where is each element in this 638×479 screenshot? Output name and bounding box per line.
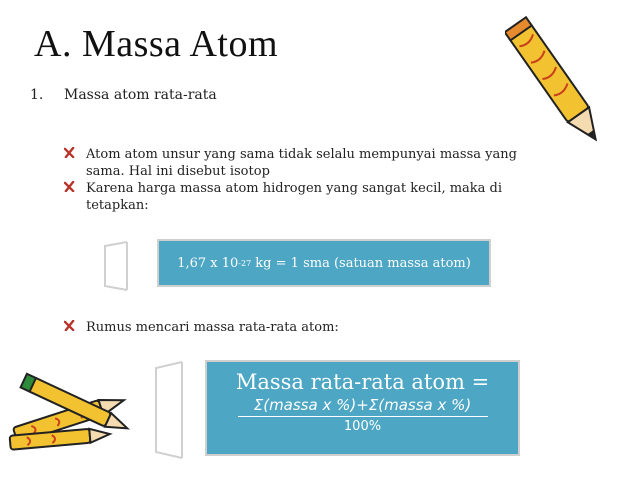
bracket-icon [146, 358, 190, 462]
pencil-icon [505, 10, 615, 160]
definition-text: 1,67 x 10 [177, 255, 239, 271]
bracket-icon [97, 238, 133, 294]
bullet-line: sama. Hal ini disebut isotop [86, 164, 270, 179]
subheading-number: 1. [30, 87, 44, 103]
x-mark-icon [64, 181, 75, 192]
bullet-text [86, 146, 517, 180]
formula-box [205, 360, 520, 456]
slide-title: A. Massa Atom [34, 23, 278, 65]
bullet-text [86, 319, 339, 336]
pencils-icon [0, 368, 150, 463]
x-mark-icon [64, 320, 75, 331]
definition-exponent: -27 [238, 258, 252, 268]
bullet-line: Atom atom unsur yang sama tidak selalu mempunyai massa yang [86, 147, 517, 162]
bullet-line: Rumus mencari massa rata-rata atom: [86, 320, 339, 335]
bullet-line: tetapkan: [86, 198, 149, 213]
formula-denominator: 100% [343, 419, 382, 434]
formula-numerator: Σ(massa x %)+Σ(massa x %) [253, 396, 472, 414]
fraction-rule [238, 416, 488, 417]
formula-heading: Massa rata-rata atom = [235, 370, 490, 394]
subheading-text: Massa atom rata-rata [64, 87, 217, 103]
bullet-line: Karena harga massa atom hidrogen yang sangat kecil, maka di [86, 181, 503, 196]
bullet-text [86, 180, 502, 214]
subheading [30, 87, 217, 103]
definition-text: kg = 1 sma (satuan massa atom) [251, 255, 471, 271]
definition-box [157, 239, 491, 287]
x-mark-icon [64, 147, 75, 158]
